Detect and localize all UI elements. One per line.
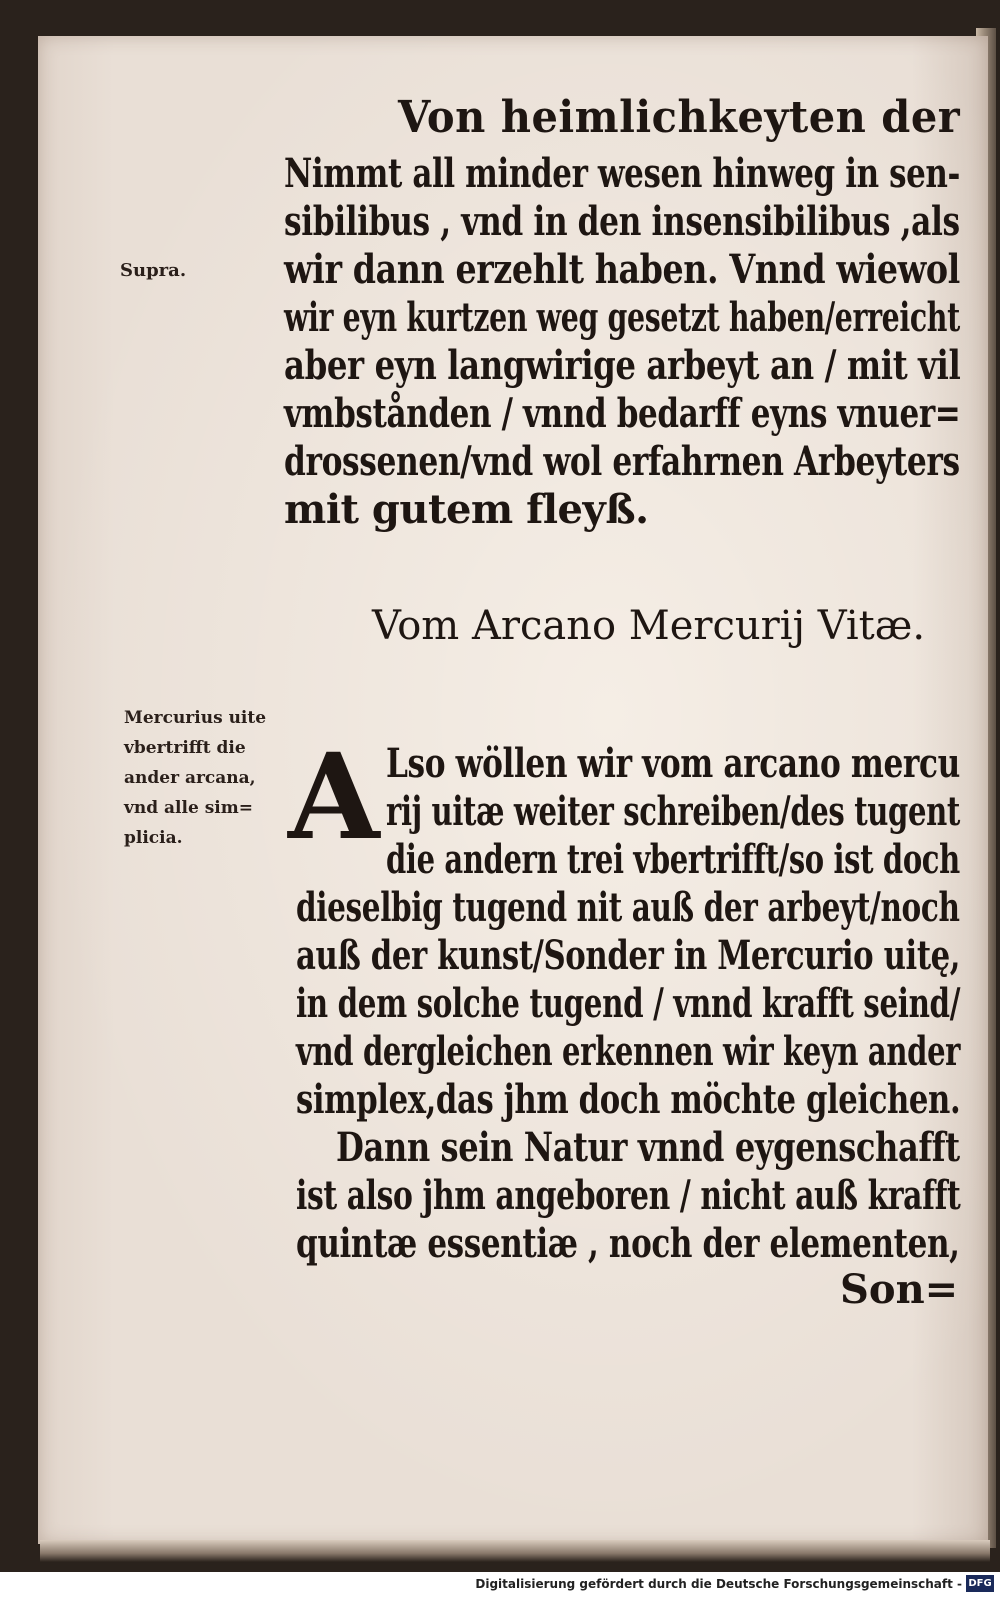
text-line: ist also jhm angeboren / nicht auß krafft — [296, 1172, 961, 1219]
text-line: mit gutem fleyß. — [284, 486, 649, 533]
margin-note-line: vnd alle sim= — [124, 798, 253, 818]
margin-note-line: plicia. — [124, 828, 183, 848]
drop-cap-initial: A — [288, 727, 380, 866]
text-line: vmbstånden / vnnd bedarff eyns vnuer= — [284, 390, 961, 437]
footer-bar — [0, 1572, 1000, 1598]
text-line: auß der kunst/Sonder in Mercurio uitę, — [296, 932, 961, 979]
text-line: drossenen/vnd wol erfahrnen Arbeyters — [284, 438, 960, 485]
dfg-logo: DFG — [966, 1575, 994, 1592]
text-line: wir eyn kurtzen weg gesetzt haben/erreicht — [284, 294, 960, 341]
text-line: quintæ essentiæ , noch der elementen, — [296, 1220, 960, 1267]
text-line: sibilibus , vnd in den insensibilibus ,als — [284, 198, 960, 245]
running-head: Von heimlichkeyten der — [398, 92, 961, 143]
text-line: dieselbig tugend nit auß der arbeyt/noch — [296, 884, 960, 931]
margin-note-line: vbertrifft die — [124, 738, 246, 758]
text-line: rij uitæ weiter schreiben/des tugent — [386, 788, 961, 835]
section-heading: Vom Arcano Mercurij Vitæ. — [372, 603, 926, 649]
footer-credit: Digitalisierung gefördert durch die Deutsche Forschungsgemeinschaft - — [475, 1577, 962, 1591]
text-line: simplex,das jhm doch möchte gleichen. — [296, 1076, 961, 1123]
text-line: Lso wöllen wir vom arcano mercu — [386, 740, 960, 787]
text-line: Nimmt all minder wesen hinweg in sen- — [284, 150, 961, 197]
margin-note-supra: Supra. — [120, 260, 187, 281]
margin-note-line: ander arcana, — [124, 768, 256, 788]
text-line: vnd dergleichen erkennen wir keyn ander — [296, 1028, 961, 1075]
text-line: die andern trei vbertrifft/so ist doch — [386, 836, 960, 883]
margin-note-line: Mercurius uite — [124, 708, 267, 728]
text-line: aber eyn langwirige arbeyt an / mit vil — [284, 342, 961, 389]
catchword: Son= — [840, 1266, 959, 1313]
text-line: in dem solche tugend / vnnd krafft seind/ — [296, 980, 961, 1027]
text-line: Dann sein Natur vnnd eygenschafft — [336, 1124, 960, 1171]
text-line: wir dann erzehlt haben. Vnnd wiewol — [284, 246, 960, 293]
page-bottom-edge — [40, 1540, 990, 1562]
